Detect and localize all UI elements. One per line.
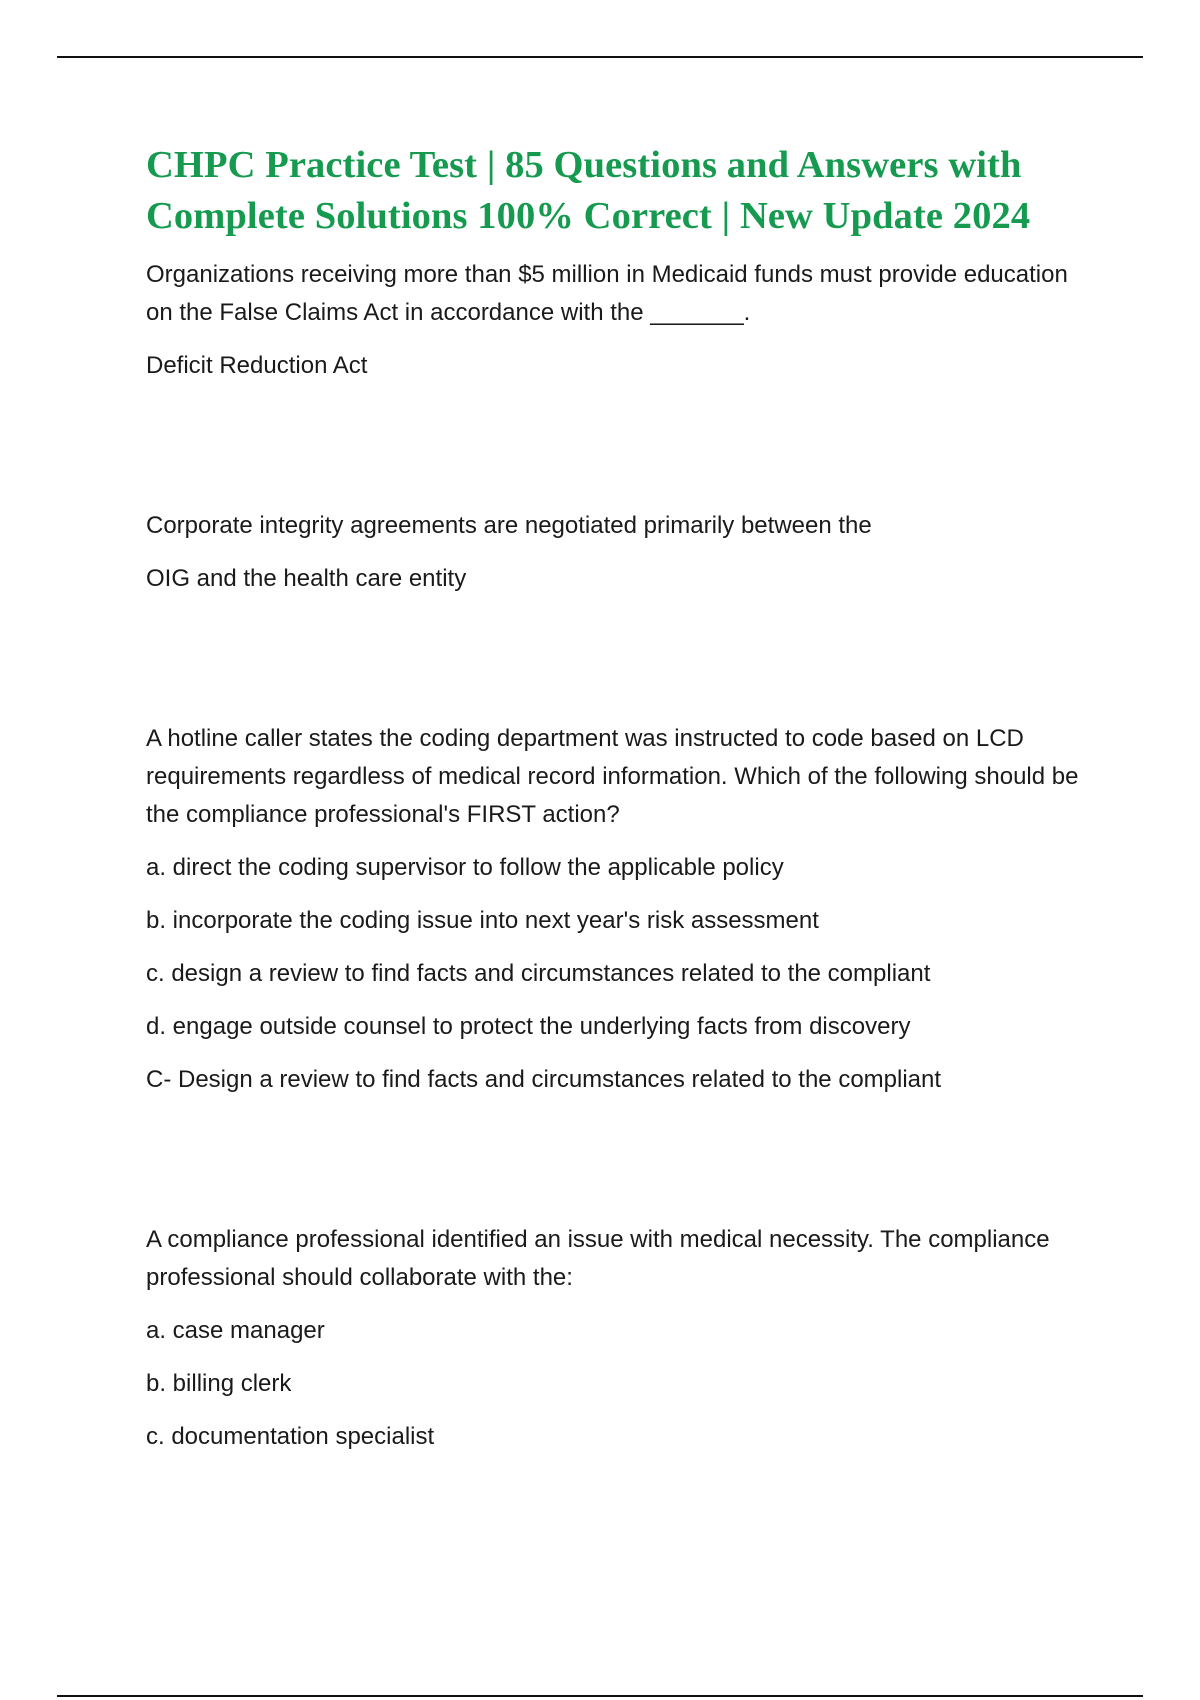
page-content	[146, 140, 1101, 1456]
answer-text: Deficit Reduction Act	[146, 352, 368, 379]
question-text: Corporate integrity agreements are negotiated primarily between the	[146, 512, 872, 539]
answer-text: OIG and the health care entity	[146, 565, 467, 592]
answer-option: b. incorporate the coding issue into next year's risk assessment	[146, 907, 819, 934]
answer-text: C- Design a review to find facts and circumstances related to the compliant	[146, 1066, 942, 1093]
answer-option: c. design a review to find facts and circumstances related to the compliant	[146, 960, 931, 987]
document-title: CHPC Practice Test | 85 Questions and Answers with Complete Solutions 100% Correct | New Update 2024	[146, 144, 1031, 237]
answer-option: a. direct the coding supervisor to follow the applicable policy	[146, 854, 784, 881]
answer-option: d. engage outside counsel to protect the underlying facts from discovery	[146, 1013, 911, 1040]
footer-rule	[57, 1695, 1143, 1697]
answer-option: c. documentation specialist	[146, 1423, 435, 1450]
answer-option: a. case manager	[146, 1317, 325, 1344]
question-text: Organizations receiving more than $5 million in Medicaid funds must provide education on the False Claims Act in accordance with the _______.	[146, 261, 1068, 326]
question-text: A compliance professional identified an issue with medical necessity. The compliance professional should collaborate with the:	[146, 1226, 1050, 1291]
question-text: A hotline caller states the coding department was instructed to code based on LCD requirements regardless of medical record information. Which of the following should be the compliance professional's FIRST action?	[146, 725, 1079, 828]
answer-option: b. billing clerk	[146, 1370, 292, 1397]
header-rule	[57, 56, 1143, 58]
